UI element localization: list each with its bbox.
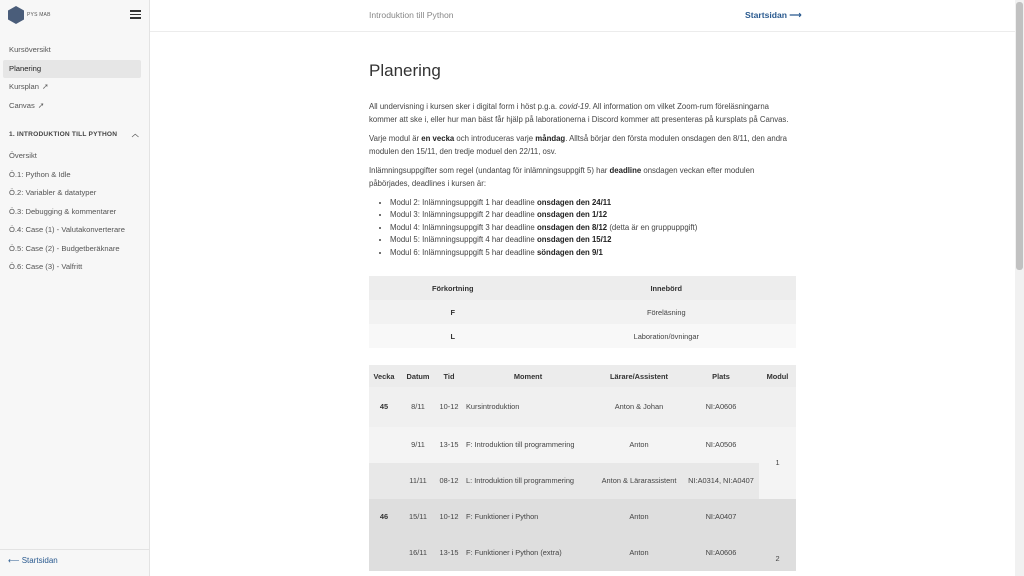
text-run: Modul 3: Inlämningsuppgift 2 har deadline [390,210,537,220]
sidebar-subitem-o6[interactable] [3,258,141,277]
sidebar-subitem-o2[interactable] [3,184,141,203]
column-header: Vecka [369,365,399,387]
sidebar-subitem-oversikt[interactable] [3,147,141,166]
table-cell: Anton [629,512,649,522]
sidebar-item-label: Översikt [9,151,37,160]
sidebar-subitem-o4[interactable] [3,221,141,240]
deadline-list [369,197,796,260]
sidebar-item-label: Kursplan [9,82,39,91]
sidebar-subitem-o3[interactable] [3,203,141,222]
column-header: Innebörd [537,276,797,300]
table-cell [369,427,399,463]
schedule-table [369,365,796,571]
table-row [369,300,796,324]
text-run: Modul 5: Inlämningsuppgift 4 har deadline [390,235,537,245]
sidebar-item-label: Planering [9,63,42,73]
table-cell: Anton & Lärarassistent [601,476,677,486]
sidebar-item-kursplan[interactable] [3,78,141,97]
sidebar-subitem-o5[interactable] [3,240,141,259]
table-cell: Laboration/övningar [537,324,797,348]
scrollbar[interactable] [1015,0,1024,576]
table-row [369,535,796,571]
sidebar-item-label: Ö.4: Case (1) - Valutakonverterare [9,225,125,234]
text-run: Modul 2: Inlämningsuppgift 1 har deadline [390,197,537,207]
column-header: Datum [399,365,437,387]
text-run: Varje modul är [369,134,422,144]
table-header-row [369,365,796,387]
table-cell: 46 [379,512,389,522]
table-cell: 15/11 [409,512,427,522]
sidebar-item-canvas[interactable] [3,97,141,116]
table-cell: NI:A0407 [705,512,737,522]
startsidan-link[interactable]: Startsidan ⟶ [745,10,802,20]
sidebar-item-planering[interactable] [3,60,141,79]
table-row [369,387,796,427]
text-run: onsdagen den 1/12 [536,210,608,220]
table-cell: NI:A0606 [705,548,737,558]
table-cell: F: Funktioner i Python (extra) [466,548,562,558]
text-run: covid-19 [559,102,589,111]
section-title: 1. INTRODUKTION TILL PYTHON [9,131,118,138]
table-cell [369,535,399,571]
table-cell: Föreläsning [537,300,797,324]
table-row [369,463,796,499]
table-cell: 11/11 [409,476,427,486]
sidebar-item-label: Canvas [9,100,35,110]
table-cell: 10-12 [439,402,459,412]
sidebar-item-label: Kursöversikt [9,45,51,54]
sidebar-nav [3,41,141,277]
table-cell: 13-15 [439,440,459,450]
table-header-row [369,276,796,300]
text-run: Inlämningsuppgifter som regel (undantag för inlämningsuppgift 5) har [369,166,610,176]
table-cell: F: Introduktion till programmering [466,440,575,450]
sidebar-footer [0,549,149,576]
logo-text: PYS MAB [27,12,51,18]
table-cell [759,387,796,427]
text-run: måndag [535,134,566,144]
table-cell: 8/11 [411,402,425,412]
text-run: . All information om vilket Zoom-rum föreläsningarna kommer att ske i, eller hur man bäst får hjälp på laborationerna i Discord kommer att presenteras på kursplats på Canvas. [369,102,789,124]
text-run: en vecka [421,134,455,144]
table-cell: 10-12 [439,512,459,522]
table-cell: Anton [629,440,649,450]
text-run: onsdagen veckan efter modulen påbörjades, deadlines i kursen är: [369,166,755,188]
table-row [369,499,796,535]
course-logo[interactable] [8,5,52,25]
abbreviation-table [369,276,796,348]
table-cell: F [369,300,537,324]
sidebar-section-introduktion[interactable] [3,121,141,147]
sidebar-item-label: Ö.5: Case (2) - Budgetberäknare [9,243,120,253]
table-cell: 9/11 [411,440,425,450]
sidebar-subitem-o1[interactable] [3,166,141,185]
text-run: . Alltså börjar den första modulen onsdagen den 8/11, den andra modulen den 15/11, den tredje moduel den 22/11, osv. [369,134,787,156]
text-run: söndagen den 9/1 [536,247,603,257]
text-run: och introduceras varje [454,134,536,144]
top-bar [150,0,1015,32]
page-title: Planering [369,61,441,80]
main-content [369,31,796,571]
table-cell: NI:A0506 [705,440,737,450]
list-item [390,197,796,210]
table-cell: Anton [629,548,649,558]
text-run: Modul 6: Inlämningsuppgift 5 har deadline [390,247,537,257]
table-cell-module: 2 [775,554,780,564]
text-run: onsdagen den 24/11 [536,197,612,207]
table-cell: L [369,324,537,348]
sidebar-item-kursoversikt[interactable] [3,41,141,60]
logo-hexagon-icon [8,6,24,24]
text-run: (detta är en gruppuppgift) [607,222,698,232]
intro-paragraph [369,101,796,126]
page-context-title: Introduktion till Python [369,10,454,20]
table-cell: Anton & Johan [614,402,664,412]
table-cell: L: Introduktion till programmering [466,476,575,486]
module-paragraph [369,133,796,158]
back-to-start-link[interactable]: ⟵ Startsidan [8,556,58,565]
column-header: Lärare/Assistent [595,365,683,387]
text-run: All undervisning i kursen sker i digital form i höst p.g.a. [369,102,560,111]
sidebar-item-label: Ö.6: Case (3) - Valfritt [9,262,83,271]
column-header: Moment [461,365,595,387]
list-item [390,247,796,260]
deadline-paragraph [369,165,796,190]
list-item [390,222,796,235]
text-run: onsdagen den 15/12 [536,235,612,245]
table-cell: NI:A0606 [705,402,737,412]
column-header: Tid [437,365,461,387]
chevron-up-icon[interactable]: ︿ [131,131,139,138]
column-header: Förkortning [369,276,537,300]
sidebar-item-label: Ö.2: Variabler & datatyper [9,188,97,197]
scrollbar-thumb[interactable] [1016,2,1023,270]
table-cell [369,463,399,499]
table-row [369,427,796,463]
table-row [369,324,796,348]
sidebar-item-label: Ö.1: Python & Idle [9,169,71,179]
table-cell: Kursintroduktion [466,402,520,412]
sidebar [0,0,150,576]
table-cell: 16/11 [409,548,427,558]
table-cell-module: 1 [775,458,780,468]
list-item [390,234,796,247]
table-cell: F: Funktioner i Python [466,512,539,522]
text-run: onsdagen den 8/12 [536,222,608,232]
table-cell: NI:A0314, NI:A0407 [688,476,754,486]
text-run: Modul 4: Inlämningsuppgift 3 har deadline [390,222,537,232]
column-header: Plats [683,365,759,387]
sidebar-item-label: Ö.3: Debugging & kommentarer [9,206,117,216]
table-cell: 08-12 [439,476,459,486]
external-link-icon: ➚ [41,82,49,91]
external-link-icon: ➚ [37,100,45,110]
table-cell: 13-15 [439,548,459,558]
table-cell: 45 [379,402,389,412]
list-item [390,209,796,222]
column-header: Modul [759,365,796,387]
hamburger-menu-icon[interactable] [130,10,141,19]
text-run: deadline [609,166,642,176]
